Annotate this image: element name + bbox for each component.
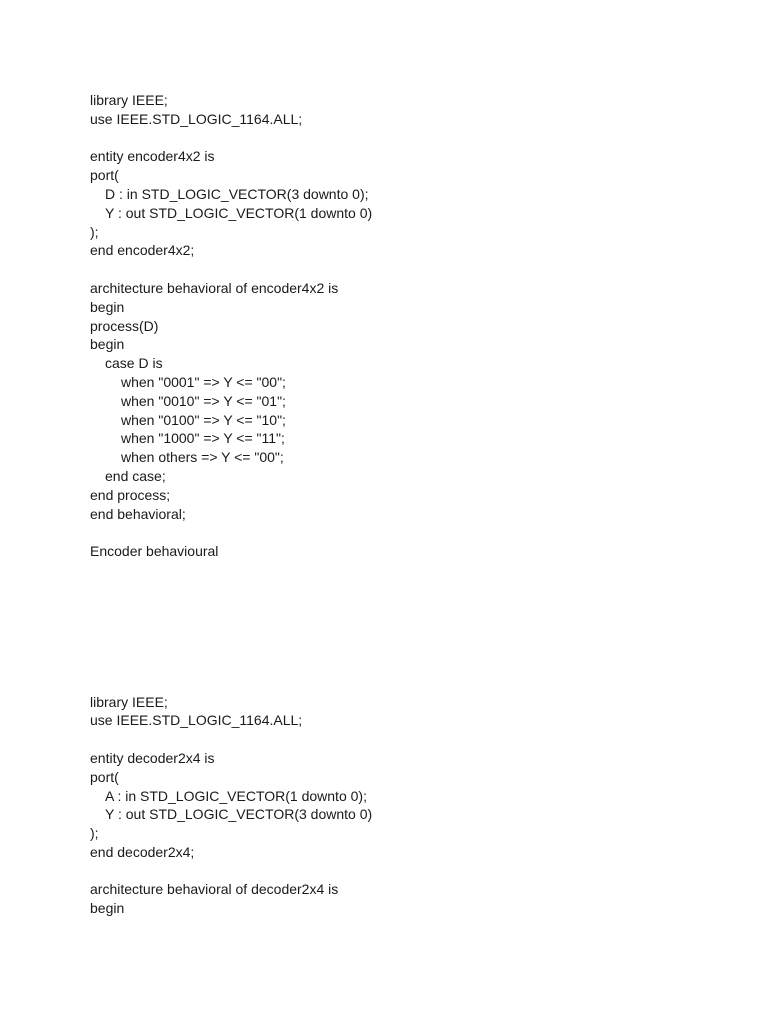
blank-line	[90, 260, 730, 279]
code-line: end process;	[90, 486, 171, 503]
code-line: architecture behavioral of decoder2x4 is	[90, 881, 339, 898]
section-spacer	[90, 561, 730, 693]
code-line: end decoder2x4;	[90, 843, 195, 860]
blank-line	[90, 523, 730, 542]
code-line: when "0010" => Y <= "01";	[121, 392, 286, 409]
decoder-code-block	[90, 693, 730, 919]
encoder-caption: Encoder behavioural	[90, 543, 219, 560]
code-line: D : in STD_LOGIC_VECTOR(3 downto 0);	[105, 185, 369, 202]
blank-line	[90, 730, 730, 749]
code-line: when "1000" => Y <= "11";	[121, 430, 285, 447]
code-line: end encoder4x2;	[90, 242, 195, 259]
blank-line	[90, 862, 730, 881]
code-line: case D is	[105, 355, 163, 372]
encoder-code-block	[90, 91, 730, 561]
code-line: use IEEE.STD_LOGIC_1164.ALL;	[90, 110, 303, 127]
code-line: when "0100" => Y <= "10";	[121, 411, 286, 428]
document-page	[90, 91, 730, 918]
code-line: Y : out STD_LOGIC_VECTOR(1 downto 0)	[105, 204, 373, 221]
code-line: A : in STD_LOGIC_VECTOR(1 downto 0);	[105, 787, 367, 804]
code-line: begin	[90, 900, 125, 917]
code-line: library IEEE;	[90, 693, 168, 710]
code-line: port(	[90, 768, 119, 785]
code-line: begin	[90, 336, 125, 353]
code-line: process(D)	[90, 317, 159, 334]
code-line: );	[90, 825, 99, 842]
blank-line	[90, 129, 730, 148]
code-line: );	[90, 223, 99, 240]
code-line: end behavioral;	[90, 505, 186, 522]
code-line: architecture behavioral of encoder4x2 is	[90, 279, 339, 296]
code-line: Y : out STD_LOGIC_VECTOR(3 downto 0)	[105, 806, 373, 823]
code-line: entity decoder2x4 is	[90, 749, 215, 766]
code-line: entity encoder4x2 is	[90, 148, 215, 165]
code-line: when "0001" => Y <= "00";	[121, 373, 286, 390]
code-line: library IEEE;	[90, 92, 168, 108]
code-line: port(	[90, 167, 119, 184]
code-line: begin	[90, 298, 125, 315]
code-line: when others => Y <= "00";	[121, 449, 284, 466]
code-line: end case;	[105, 467, 166, 484]
code-line: use IEEE.STD_LOGIC_1164.ALL;	[90, 712, 303, 729]
